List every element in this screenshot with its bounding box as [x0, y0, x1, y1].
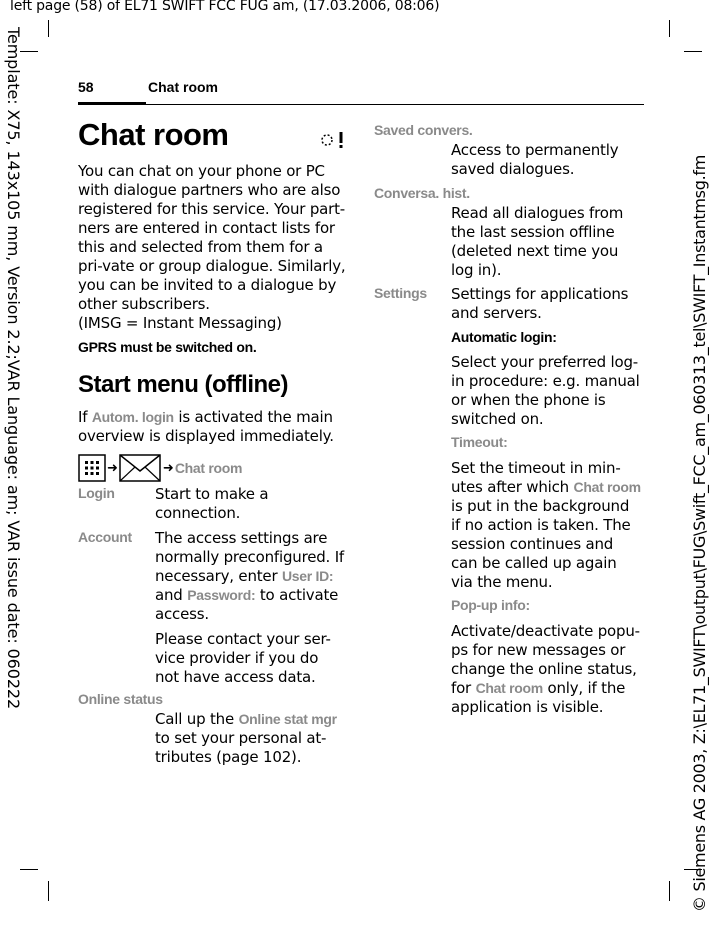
account-text-1: The access settings are normally preconfigured. If necessary, enter [155, 529, 344, 585]
gprs-icon [320, 130, 334, 150]
desc-login: Start to make a connection. [155, 485, 269, 522]
term-settings: Settings [374, 285, 427, 301]
nav-chat-room-label: Chat room [174, 460, 243, 476]
automatic-login-desc: Select your preferred log-in procedure: e.g. manual or when the phone is switched on. [451, 353, 640, 428]
running-title: Chat room [148, 79, 218, 95]
timeout-text-2: is put in the background if no action is taken. The session continues and can be called up again via the menu. [451, 497, 631, 591]
term-conversa-hist: Conversa. hist. [374, 185, 470, 201]
autom-login-ref: Autom. login [91, 409, 174, 425]
desc-account [155, 529, 345, 687]
imsg-note: (IMSG = Instant Messaging) [78, 314, 282, 332]
print-header [10, 0, 439, 14]
timeout-text-1: Set the timeout in min-utes after which [451, 459, 621, 496]
desc-online-status [155, 710, 345, 767]
start-menu-text-pre: If [78, 408, 92, 426]
side-text-right-label: © Siemens AG 2003, Z:\EL71_SWIFT\output\FUG\Swift_FCC_am_060313_tel\SWIFT_Instantmsg.fm [690, 155, 709, 912]
page-number: 58 [78, 79, 94, 95]
crop-mark [684, 51, 702, 52]
crop-mark [48, 20, 49, 37]
timeout-chat-room-ref: Chat room [573, 479, 641, 495]
user-id-ref: User ID: [282, 568, 334, 584]
timeout-heading: Timeout: [451, 434, 508, 450]
nav-arrow-icon: ➜ [162, 460, 174, 476]
popup-info-desc [451, 622, 641, 717]
account-text-3: to activate access. [155, 586, 339, 623]
term-login: Login [78, 485, 115, 501]
menu-key-icon [78, 454, 106, 482]
intro-paragraph: You can chat on your phone or PC with dialogue partners who are also registered for this service. Your part-ners are entered in contact lists for this and selected from them for a pri-vate or group dialogue. Similarly, you can be invited to a dialogue by other subscribers. [78, 162, 346, 313]
term-saved-convers: Saved convers. [374, 122, 473, 138]
account-text-2: and [155, 586, 188, 604]
nav-arrow-icon: ➜ [107, 460, 118, 476]
envelope-icon [119, 454, 161, 482]
account-text-4: Please contact your ser-vice provider if you do not have access data. [155, 630, 331, 686]
print-header-text: left page (58) of EL71 SWIFT FCC FUG am, (17.03.2006, 08:06) [10, 0, 440, 14]
crop-mark [48, 881, 49, 901]
desc-conversa-hist: Read all dialogues from the last session offline (deleted next time you log in). [451, 204, 624, 279]
start-menu-text-post: is activated the main overview is displayed immediately. [78, 408, 334, 445]
start-menu-text [78, 408, 348, 446]
popup-text-2: only, if the application is visible. [451, 679, 626, 716]
crop-mark [669, 20, 670, 37]
online-stat-mgr-ref: Online stat mgr [238, 711, 337, 727]
online-text-1: Call up the [155, 710, 239, 728]
popup-chat-room-ref: Chat room [475, 680, 543, 696]
title-icons [320, 130, 345, 150]
page-title: Chat room [78, 117, 229, 152]
gprs-note: GPRS must be switched on. [78, 339, 257, 355]
timeout-desc [451, 459, 641, 592]
popup-text-1: Activate/deactivate popu-ps for new messages or change the online status, for [451, 622, 640, 697]
crop-mark [669, 881, 670, 901]
section-heading-start-menu: Start menu (offline) [78, 371, 288, 398]
info-exclamation-icon [337, 130, 345, 150]
popup-info-heading: Pop-up info: [451, 597, 530, 613]
automatic-login-heading: Automatic login: [451, 329, 557, 345]
header-rule-thin [146, 104, 644, 105]
term-account: Account [78, 529, 132, 545]
term-online-status: Online status [78, 691, 163, 707]
online-text-2: to set your personal at-tributes (page 102). [155, 729, 327, 766]
header-rule-thick [78, 102, 146, 105]
password-ref: Password: [187, 587, 256, 603]
intro-block [78, 162, 346, 333]
desc-settings: Settings for applications and servers. [451, 285, 629, 322]
desc-saved-convers: Access to permanently saved dialogues. [451, 141, 619, 178]
side-text-left-label: Template: X75, 143x105 mm, Version 2.2;VAR Language: am; VAR issue date: 060222 [4, 27, 23, 710]
crop-mark [20, 869, 38, 870]
nav-path [78, 453, 242, 483]
